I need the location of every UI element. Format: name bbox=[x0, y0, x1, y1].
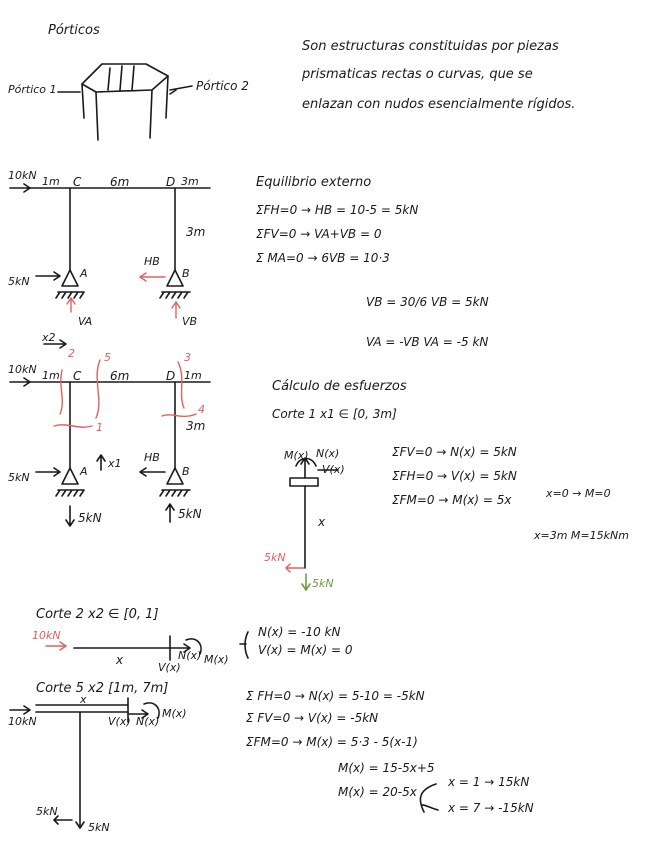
fbd-v-label: V(x) bbox=[322, 463, 345, 476]
frame2-node-d: D bbox=[166, 369, 176, 383]
frame2-node-c: C bbox=[73, 369, 82, 383]
cut-label-2: 2 bbox=[68, 347, 75, 360]
frame2-x1: x1 bbox=[108, 457, 122, 470]
frame1-load-mid: 5kN bbox=[8, 275, 30, 288]
portico-1-label: Pórtico 1 bbox=[8, 83, 57, 96]
corte-2-title: Corte 2 x2 ∈ [0, 1] bbox=[36, 607, 159, 622]
cut-label-1: 1 bbox=[96, 421, 103, 434]
frame1-node-a: A bbox=[80, 267, 88, 280]
frame1-dim-1: 1m bbox=[42, 175, 60, 188]
definition-line-3: enlazan con nudos esencialmente rígidos. bbox=[302, 97, 576, 112]
corte-2-x: x bbox=[116, 653, 124, 667]
definition-line-2: prismaticas rectas o curvas, que se bbox=[302, 67, 533, 82]
frame1-node-b: B bbox=[182, 267, 190, 280]
frame2-node-b: B bbox=[182, 465, 190, 478]
cut-label-5: 5 bbox=[104, 351, 111, 364]
frame1-vb: VB bbox=[182, 315, 198, 328]
corte-2-load: 10kN bbox=[32, 629, 61, 642]
corte-5-line-3: ΣFM=0 → M(x) = 5·3 - 5(x-1) bbox=[246, 735, 418, 749]
frame2-x2: x2 bbox=[42, 331, 56, 344]
frame1-span: 6m bbox=[110, 175, 130, 189]
frame2-load-mid: 5kN bbox=[8, 471, 30, 484]
frame1-va: VA bbox=[78, 315, 93, 328]
cut-label-4: 4 bbox=[198, 403, 205, 416]
portico-sketch bbox=[58, 64, 192, 140]
frame-1-lines bbox=[10, 184, 210, 318]
corte-1-title: Corte 1 x1 ∈ [0, 3m] bbox=[272, 407, 397, 421]
definition-line-1: Son estructuras constituidas por piezas bbox=[302, 39, 559, 54]
corte-2-m: M(x) bbox=[204, 653, 229, 666]
corte-5-bottom-v: 5kN bbox=[88, 821, 110, 834]
corte-5-v: V(x) bbox=[108, 715, 131, 728]
frame2-dim-2: 1m bbox=[184, 369, 202, 382]
frame2-span: 6m bbox=[110, 369, 130, 383]
frame-2-lines bbox=[10, 340, 210, 526]
equilibrium-line-1: ΣFH=0 → HB = 10-5 = 5kN bbox=[256, 203, 419, 217]
corte-5-m: M(x) bbox=[162, 707, 187, 720]
cut-label-3: 3 bbox=[184, 351, 191, 364]
frame1-node-d: D bbox=[166, 175, 176, 189]
corte-5-line-2: Σ FV=0 → V(x) = -5kN bbox=[246, 711, 379, 725]
corte-5-line-5: M(x) = 20-5x bbox=[338, 785, 417, 799]
frame1-load-top: 10kN bbox=[8, 169, 37, 182]
equilibrium-line-3: Σ MA=0 → 6VB = 10·3 bbox=[256, 251, 390, 265]
frame2-dim-1: 1m bbox=[42, 369, 60, 382]
equilibrium-line-5: VA = -VB VA = -5 kN bbox=[366, 335, 489, 349]
corte-2-v: V(x) bbox=[158, 661, 181, 674]
fbd-corte-1-lines bbox=[286, 458, 338, 590]
fbd-x-label: x bbox=[318, 515, 326, 529]
corte-5-bottom-h: 5kN bbox=[36, 805, 58, 818]
frame2-ra: 5kN bbox=[78, 511, 102, 525]
frame2-load-top: 10kN bbox=[8, 363, 37, 376]
corte-2-result-2: V(x) = M(x) = 0 bbox=[258, 643, 353, 657]
equilibrium-title: Equilibrio externo bbox=[256, 175, 372, 190]
corte-5-x: x bbox=[80, 693, 87, 706]
frame1-dim-2: 3m bbox=[181, 175, 199, 188]
frame2-height: 3m bbox=[186, 419, 206, 433]
efforts-line-1: ΣFV=0 → N(x) = 5kN bbox=[392, 445, 517, 459]
page-title: Pórticos bbox=[48, 23, 100, 38]
corte-5-line-1: Σ FH=0 → N(x) = 5-10 = -5kN bbox=[246, 689, 425, 703]
frame1-height: 3m bbox=[186, 225, 206, 239]
fbd-n-label: N(x) bbox=[316, 447, 340, 460]
m-case-2: x=3m M=15kNm bbox=[534, 529, 629, 542]
efforts-title: Cálculo de esfuerzos bbox=[272, 379, 407, 394]
fbd-reaction-label: 5kN bbox=[312, 577, 334, 590]
frame1-node-c: C bbox=[73, 175, 82, 189]
frame2-rb: 5kN bbox=[178, 507, 202, 521]
corte-5-line-4: M(x) = 15-5x+5 bbox=[338, 761, 435, 775]
portico-2-label: Pórtico 2 bbox=[196, 79, 249, 93]
corte-5-case-2: x = 7 → -15kN bbox=[448, 801, 534, 815]
corte-5-n: N(x) bbox=[136, 715, 160, 728]
corte-5-case-1: x = 1 → 15kN bbox=[448, 775, 530, 789]
m-case-1: x=0 → M=0 bbox=[546, 487, 611, 500]
corte-2-n: N(x) bbox=[178, 649, 202, 662]
corte-5-load: 10kN bbox=[8, 715, 37, 728]
equilibrium-line-4: VB = 30/6 VB = 5kN bbox=[366, 295, 489, 309]
corte-2-result-1: N(x) = -10 kN bbox=[258, 625, 341, 639]
frame2-node-a: A bbox=[80, 465, 88, 478]
corte-5-title: Corte 5 x2 [1m, 7m] bbox=[36, 681, 169, 696]
frame1-hb: HB bbox=[144, 255, 160, 268]
efforts-line-3: ΣFM=0 → M(x) = 5x bbox=[392, 493, 512, 507]
frame2-hb: HB bbox=[144, 451, 160, 464]
fbd-load-label: 5kN bbox=[264, 551, 286, 564]
equilibrium-line-2: ΣFV=0 → VA+VB = 0 bbox=[256, 227, 382, 241]
efforts-line-2: ΣFH=0 → V(x) = 5kN bbox=[392, 469, 517, 483]
fbd-m-label: M(x) bbox=[284, 449, 309, 462]
